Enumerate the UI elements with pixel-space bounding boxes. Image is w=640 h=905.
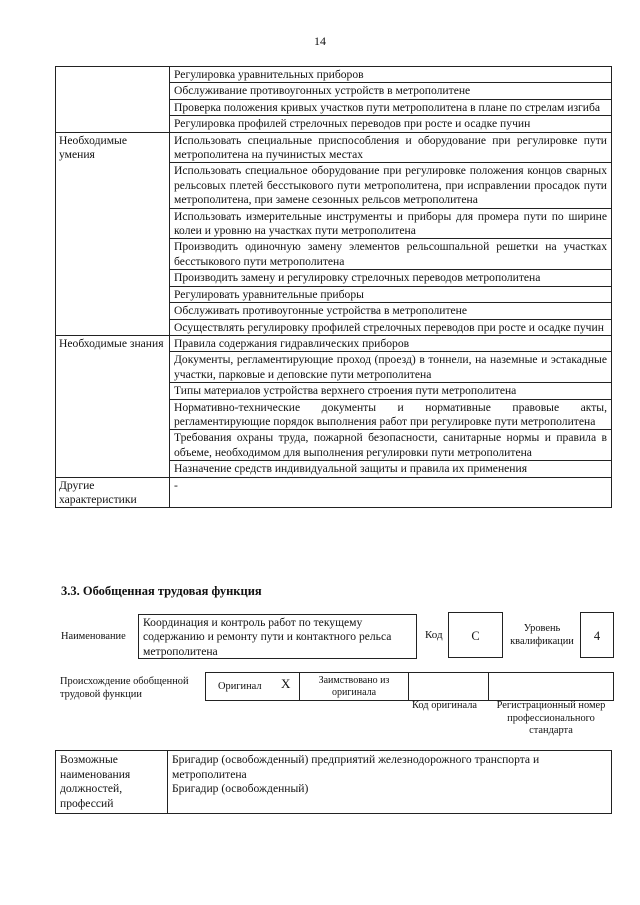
skill-item: Использовать измерительные инструменты и приборы для промера пути по ширине колеи и уровню на участках пути метрополитена [170,208,612,239]
action-item: Регулировка уравнительных приборов [170,67,612,83]
reg-number-label: Регистрационный номер профессионального стандарта [496,700,606,737]
borrowed-label: Заимствовано из оригинала [318,675,390,698]
skill-item: Производить одиночную замену элементов рельсошпальной решетки на участках бесстыкового пути метрополитена [170,239,612,270]
knowledge-item: Требования охраны труда, пожарной безопасности, санитарные нормы и правила в объеме, необходимом для выполнения регулировки пути метрополитена [170,430,612,461]
action-item: Проверка положения кривых участков пути метрополитена в плане по стрелам изгиба [170,99,612,115]
function-name-box: Координация и контроль работ по текущему содержанию и ремонту пути и контактного рельса метрополитена [138,614,417,659]
other-label: Другие характеристики [56,477,170,508]
knowledge-item: Типы материалов устройства верхнего строения пути метрополитена [170,383,612,399]
table-row [56,335,612,351]
knowledge-item: Правила содержания гидравлических приборов [170,335,612,351]
original-mark: Х [281,676,291,691]
skill-item: Производить замену и регулировку стрелочных переводов метрополитена [170,270,612,286]
skill-item: Регулировать уравнительные приборы [170,286,612,302]
original-label: Оригинал [218,681,262,692]
borrowed-box [299,672,409,701]
labor-function-table [55,66,612,508]
original-box [205,672,300,701]
reg-number-box [488,672,614,701]
page-number: 14 [314,34,326,48]
skill-item: Осуществлять регулировку профилей стрелочных переводов при росте и осадке пучин [170,319,612,335]
positions-table [55,750,612,814]
other-value: - [170,477,612,508]
table-row [56,751,612,814]
knowledge-label: Необходимые знания [56,335,170,477]
knowledge-item: Документы, регламентирующие проход (проезд) в тоннели, на наземные и эстакадные участки, парковые и деповские пути метрополитена [170,352,612,383]
code-value-box: С [448,612,503,658]
position-item: Бригадир (освобожденный) [172,782,309,796]
action-item: Регулировка профилей стрелочных переводов при росте и осадке пучин [170,116,612,132]
section-title: 3.3. Обобщенная трудовая функция [61,584,262,598]
knowledge-item: Назначение средств индивидуальной защиты и правила их применения [170,461,612,477]
level-label: Уровень квалификации [510,623,574,647]
table-row [56,477,612,508]
table-row [56,132,612,163]
code-original-box [408,672,489,701]
skill-item: Использовать специальные приспособления и оборудование при регулировке пути метрополитена на пучинистых местах [170,132,612,163]
continued-label-cell [56,67,170,133]
level-value-box: 4 [580,612,614,658]
action-item: Обслуживание противоугонных устройств в метрополитене [170,83,612,99]
positions-label: Возможные наименования должностей, профессий [56,751,168,814]
code-label: Код [425,629,443,641]
origin-label: Происхождение обобщенной трудовой функции [60,676,189,700]
knowledge-item: Нормативно-технические документы и нормативные правовые акты, регламентирующие порядок выполнения работ при регулировке пути метрополитена [170,399,612,430]
name-label: Наименование [61,631,126,642]
code-original-label: Код оригинала [412,700,478,711]
skills-label: Необходимые умения [56,132,170,335]
skill-item: Использовать специальное оборудование при регулировке положения концов сварных рельсовых плетей бесстыкового пути метрополитена, при исправлении просадок пути метрополитена, при замене сезонных рельсов метрополитена [170,163,612,208]
skill-item: Обслуживать противоугонные устройства в метрополитене [170,303,612,319]
positions-values [168,751,612,814]
table-row [56,67,612,83]
position-item: Бригадир (освобожденный) предприятий железнодорожного транспорта и метрополитена [172,753,540,781]
